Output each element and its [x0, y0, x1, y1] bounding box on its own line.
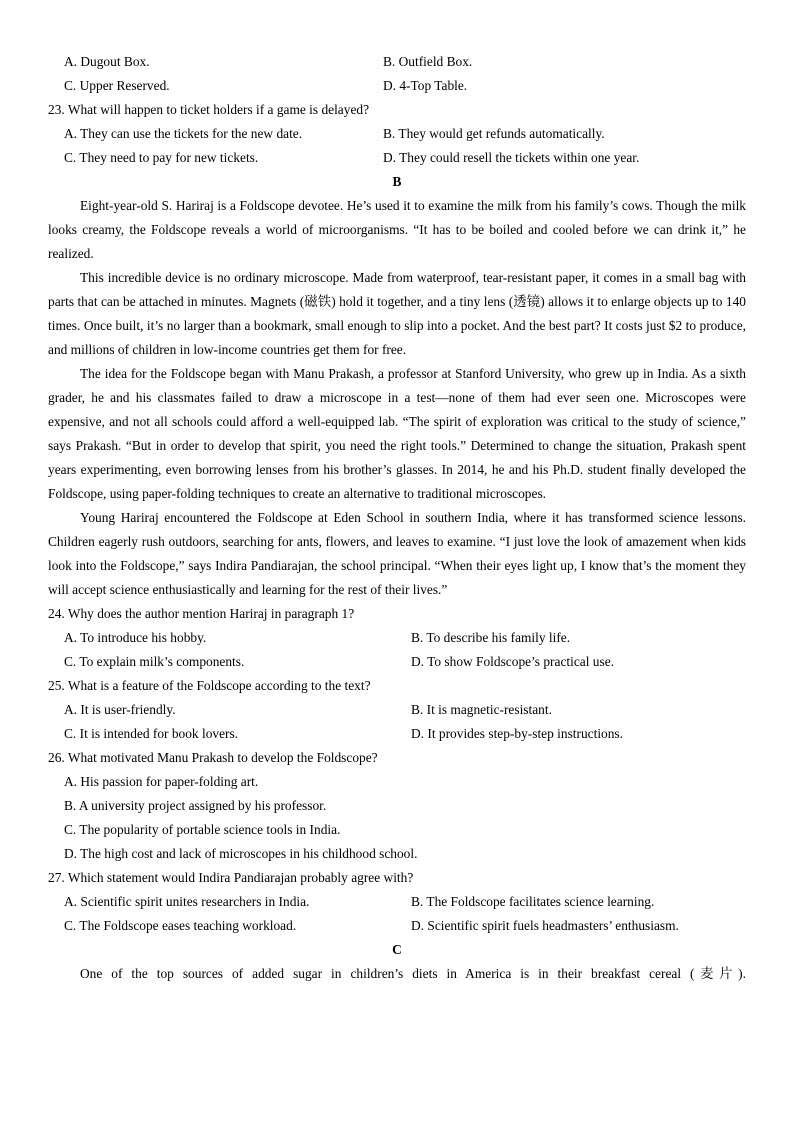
q22-option-c: C. Upper Reserved.: [64, 78, 170, 93]
q25-option-d: D. It provides step-by-step instructions.: [411, 726, 623, 741]
q23-option-d: D. They could resell the tickets within one year.: [383, 150, 640, 165]
q26-stem: 26. What motivated Manu Prakash to develop the Foldscope?: [48, 750, 378, 765]
q26-option-d: D. The high cost and lack of microscopes in his childhood school.: [64, 846, 418, 861]
passage-c-first-line: One of the top sources of added sugar in children’s diets in America is in their breakfast cereal (麦片).: [80, 966, 746, 981]
section-c-heading: C: [392, 942, 402, 957]
q26-option-a: A. His passion for paper-folding art.: [64, 774, 259, 789]
q25-option-a: A. It is user-friendly.: [64, 702, 176, 717]
q22-option-d: D. 4-Top Table.: [383, 78, 468, 93]
q27-option-d: D. Scientific spirit fuels headmasters’ enthusiasm.: [411, 918, 679, 933]
passage-b-paragraph-2: This incredible device is no ordinary microscope. Made from waterproof, tear-resistant paper, it comes in a small bag with parts that can be attached in minutes. Magnets (磁铁) hold it together, and a tiny lens (透镜) allows it to enlarge objects up to 140 times. Once built, it’s no larger than a bookmark, small enough to slip into a pocket. And the best part? It costs just $2 to produce, and millions of children in low-income countries get them for free.: [48, 270, 746, 357]
q24-options-row-1: [48, 626, 746, 650]
q24-stem: 24. Why does the author mention Hariraj in paragraph 1?: [48, 606, 355, 621]
q24-option-c: C. To explain milk’s components.: [64, 654, 245, 669]
q23-option-a: A. They can use the tickets for the new date.: [64, 126, 303, 141]
passage-b-paragraph-1: Eight-year-old S. Hariraj is a Foldscope devotee. He’s used it to examine the milk from his family’s cows. Though the milk looks creamy, the Foldscope reveals a world of microorganisms. “It has to be boiled and cooled before we can drink it,” he realized.: [48, 198, 746, 261]
q24-options-row-2: [48, 650, 746, 674]
q27-options-row-1: [48, 890, 746, 914]
q23-option-b: B. They would get refunds automatically.: [383, 126, 605, 141]
q25-option-c: C. It is intended for book lovers.: [64, 726, 239, 741]
q22-options-row-1: [48, 50, 746, 74]
q26-option-c: C. The popularity of portable science tools in India.: [64, 822, 341, 837]
q23-options-row-1: [48, 122, 746, 146]
q26-option-b: B. A university project assigned by his professor.: [64, 798, 327, 813]
q27-option-a: A. Scientific spirit unites researchers in India.: [64, 894, 310, 909]
q23-option-c: C. They need to pay for new tickets.: [64, 150, 259, 165]
q23-stem: 23. What will happen to ticket holders if a game is delayed?: [48, 102, 370, 117]
q22-option-a: A. Dugout Box.: [64, 54, 150, 69]
q22-options-row-2: [48, 74, 746, 98]
passage-b-paragraph-3: The idea for the Foldscope began with Manu Prakash, a professor at Stanford University, who grew up in India. As a sixth grader, he and his classmates failed to draw a microscope in a test—none of them had ever seen one. Microscopes were expensive, and not all schools could afford a well-equipped lab. “The spirit of exploration was critical to the study of science,” says Prakash. “But in order to develop that spirit, you need the right tools.” Determined to change the situation, Prakash spent years experimenting, even borrowing lenses from his brother’s glasses. In 2014, he and his Ph.D. student finally developed the Foldscope, using paper-folding techniques to create an alternative to traditional microscopes.: [48, 366, 746, 501]
q25-options-row-1: [48, 698, 746, 722]
q22-option-b: B. Outfield Box.: [383, 54, 473, 69]
q27-stem: 27. Which statement would Indira Pandiarajan probably agree with?: [48, 870, 414, 885]
q23-options-row-2: [48, 146, 746, 170]
passage-b-paragraph-4: Young Hariraj encountered the Foldscope at Eden School in southern India, where it has transformed science lessons. Children eagerly rush outdoors, searching for ants, flowers, and leaves to examine. “I just love the look of amazement when kids look into the Foldscope,” says Indira Pandiarajan, the school principal. “When their eyes light up, I know that’s the moment they will accept science enthusiastically and learning for the rest of their lives.”: [48, 510, 746, 597]
q27-option-c: C. The Foldscope eases teaching workload.: [64, 918, 297, 933]
q24-option-d: D. To show Foldscope’s practical use.: [411, 654, 614, 669]
page-content: [48, 50, 746, 986]
q24-option-a: A. To introduce his hobby.: [64, 630, 207, 645]
q27-option-b: B. The Foldscope facilitates science learning.: [411, 894, 655, 909]
q27-options-row-2: [48, 914, 746, 938]
q25-options-row-2: [48, 722, 746, 746]
section-b-heading: B: [392, 174, 402, 189]
q24-option-b: B. To describe his family life.: [411, 630, 571, 645]
q25-option-b: B. It is magnetic-resistant.: [411, 702, 552, 717]
q25-stem: 25. What is a feature of the Foldscope according to the text?: [48, 678, 371, 693]
